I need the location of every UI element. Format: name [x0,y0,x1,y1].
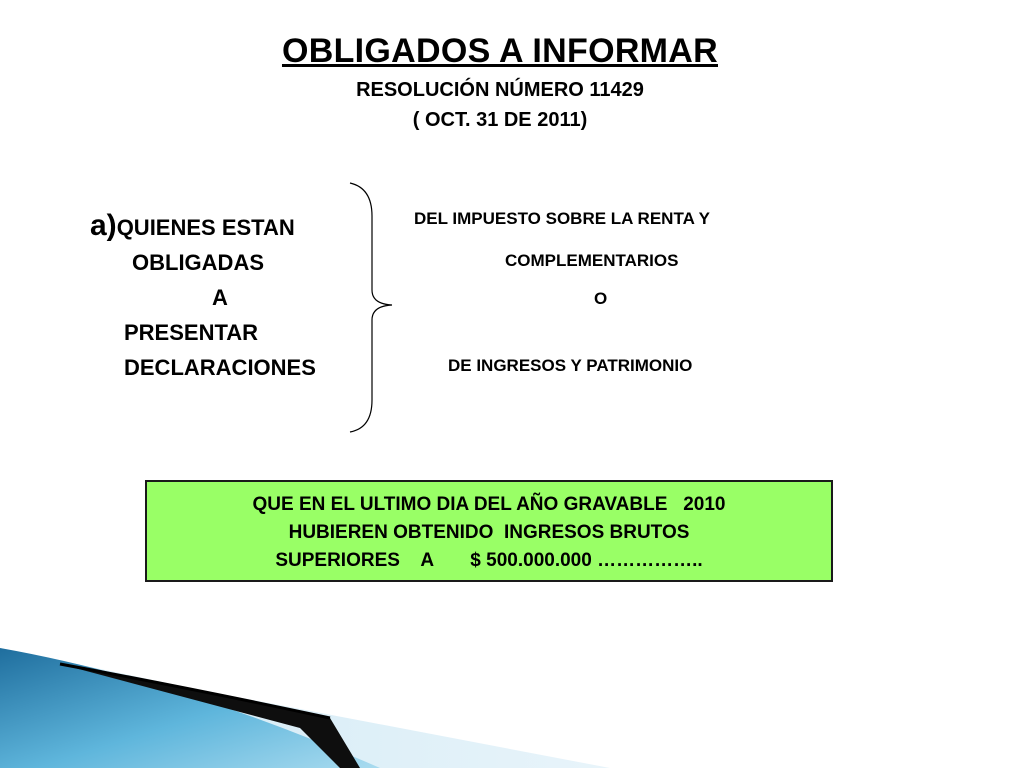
left-line-2: OBLIGADAS [132,250,264,275]
resolution-number: RESOLUCIÓN NÚMERO 11429 [356,79,644,101]
condition-line-2: HUBIEREN OBTENIDO INGRESOS BRUTOS [288,522,690,543]
condition-line-1: QUE EN EL ULTIMO DIA DEL AÑO GRAVABLE 2010 [252,494,726,515]
option-income-tax-line-1: DEL IMPUESTO SOBRE LA RENTA Y [414,209,710,228]
page-title: OBLIGADOS A INFORMAR [281,32,718,70]
left-line-3: A [212,285,228,310]
option-income-patrimony: DE INGRESOS Y PATRIMONIO [448,356,693,375]
left-line-1: QUIENES ESTAN [116,215,295,240]
item-marker: a) [90,209,117,242]
left-line-4: PRESENTAR [124,320,259,345]
condition-line-3: SUPERIORES A $ 500.000.000 …………….. [275,550,703,571]
option-income-tax-line-2: COMPLEMENTARIOS [505,251,679,270]
resolution-date: ( OCT. 31 DE 2011) [412,109,588,131]
left-line-5: DECLARACIONES [124,355,316,380]
option-connector: O [594,289,608,308]
